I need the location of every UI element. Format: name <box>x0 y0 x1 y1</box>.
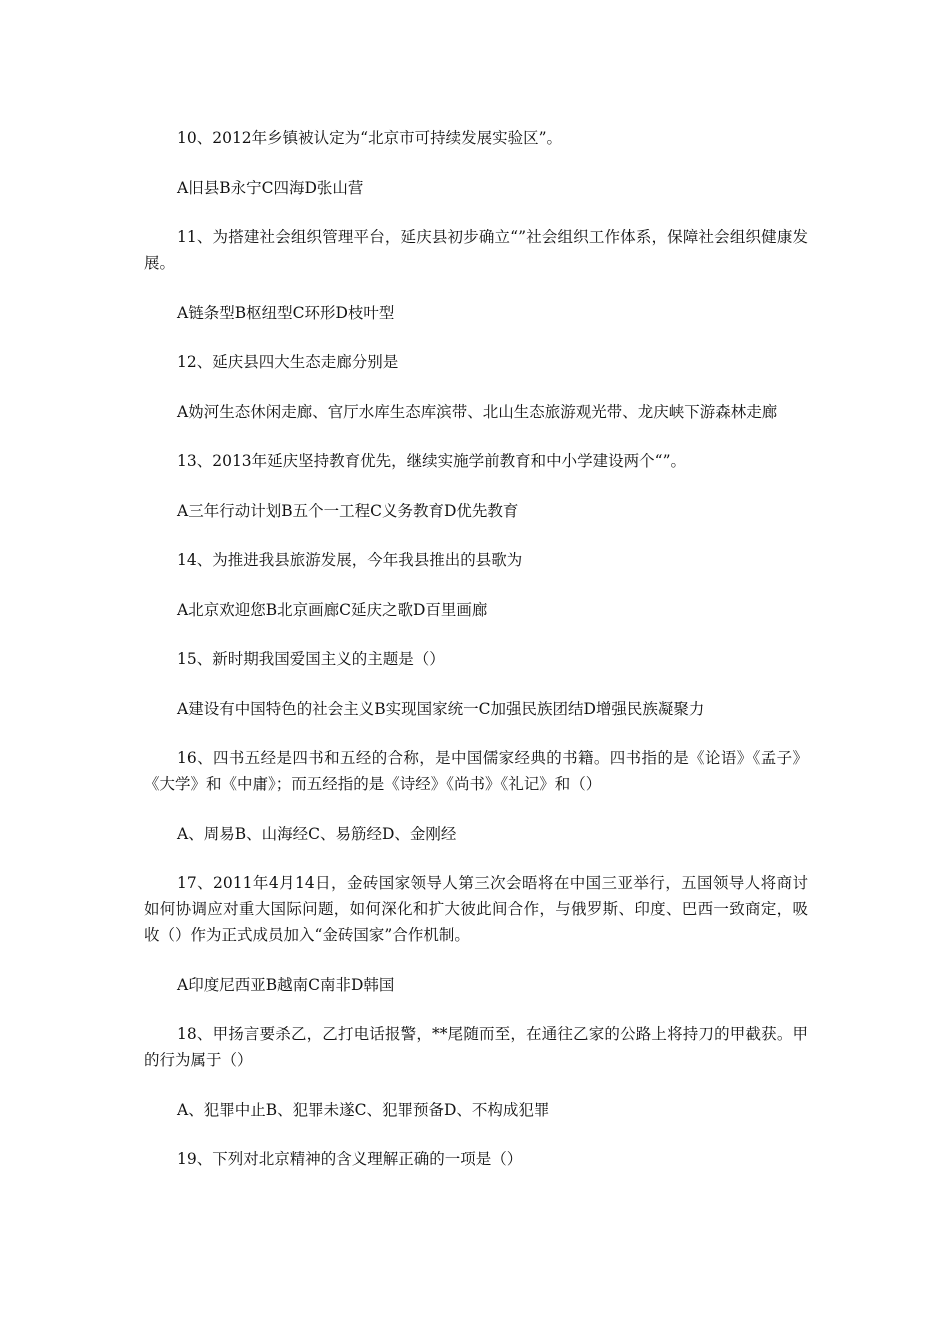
question-18: 18、甲扬言要杀乙，乙打电话报警，**尾随而至，在通往乙家的公路上将持刀的甲截获。甲的行为属于（） <box>144 1025 808 1069</box>
question-10: 10、2012年乡镇被认定为“北京市可持续发展实验区”。 <box>177 129 563 147</box>
question-10-options: A旧县B永宁C四海D张山营 <box>177 178 364 197</box>
question-19: 19、下列对北京精神的含义理解正确的一项是（） <box>177 1150 523 1168</box>
question-12: 12、延庆县四大生态走廊分别是 <box>177 353 399 371</box>
question-11-options: A链条型B枢纽型C环形D枝叶型 <box>177 303 395 322</box>
question-13-options: A三年行动计划B五个一工程C义务教育D优先教育 <box>177 501 519 520</box>
question-14: 14、为推进我县旅游发展，今年我县推出的县歌为 <box>177 551 523 569</box>
question-17-options: A印度尼西亚B越南C南非D韩国 <box>177 975 395 994</box>
question-16-options: A、周易B、山海经C、易筋经D、金刚经 <box>177 824 457 843</box>
question-14-options: A北京欢迎您B北京画廊C延庆之歌D百里画廊 <box>177 600 488 619</box>
question-18-options: A、犯罪中止B、犯罪未遂C、犯罪预备D、不构成犯罪 <box>177 1100 550 1119</box>
question-11: 11、为搭建社会组织管理平台，延庆县初步确立“”社会组织工作体系，保障社会组织健康发展。 <box>144 228 808 272</box>
document-body <box>144 125 808 1196</box>
question-15-options: A建设有中国特色的社会主义B实现国家统一C加强民族团结D增强民族凝聚力 <box>177 699 705 718</box>
question-13: 13、2013年延庆坚持教育优先，继续实施学前教育和中小学建设两个“”。 <box>177 452 687 470</box>
question-16: 16、四书五经是四书和五经的合称，是中国儒家经典的书籍。四书指的是《论语》《孟子》《大学》和《中庸》；而五经指的是《诗经》《尚书》《礼记》和（） <box>144 749 808 793</box>
question-12-options: A妫河生态休闲走廊、官厅水库生态库滨带、北山生态旅游观光带、龙庆峡下游森林走廊 <box>177 402 778 421</box>
question-17: 17、2011年4月14日，金砖国家领导人第三次会晤将在中国三亚举行，五国领导人将商讨如何协调应对重大国际问题，如何深化和扩大彼此间合作，与俄罗斯、印度、巴西一致商定，吸收（）作为正式成员加入“金砖国家”合作机制。 <box>144 874 808 944</box>
question-15: 15、新时期我国爱国主义的主题是（） <box>177 650 445 668</box>
